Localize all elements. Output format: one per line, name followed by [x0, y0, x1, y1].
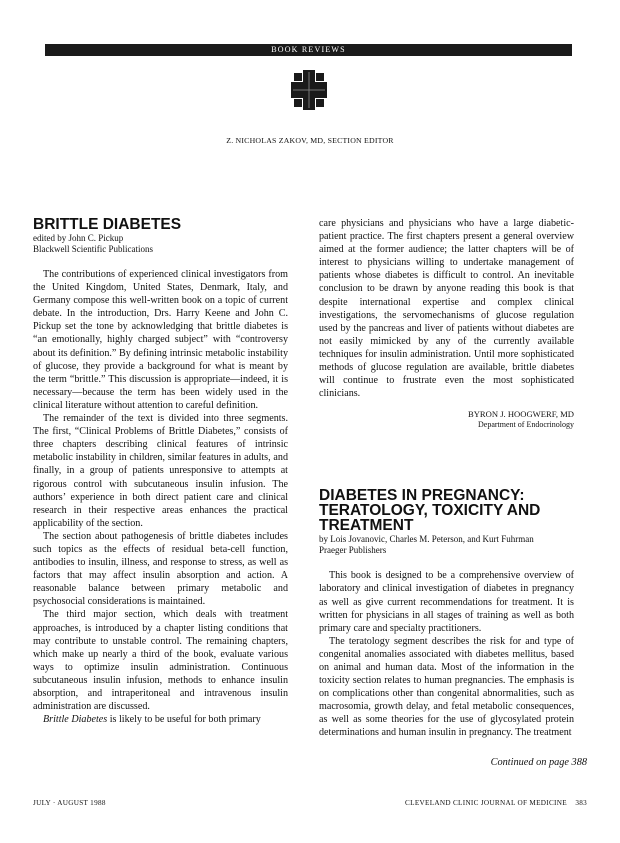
reviewer-signature [319, 409, 574, 430]
review-title [319, 488, 574, 533]
body-paragraph: The teratology segment describes the risk for and type of congenital anomalies associated with diabetes mellitus, based on animal and human data. Most of the information in the toxicity section relates to human pregnancies. The emphasis is on complications other than congenital abnormalities, such as macrosomia, growth delay, and fetal metabolic consequences, as well as some theories for the use of glycosylated protein determinations and human insulin in pregnancy. The treatment [319, 635, 574, 739]
byline-editor: edited by John C. Pickup [33, 233, 124, 243]
body-paragraph: The section about pathogenesis of brittle diabetes includes such topics as the effects of residual beta-cell function, antibodies to insulin, illness, and response to stress, as well as factors that may affect insulin absorption and action. A reasonable balance between primary metabolic and psychosocial considerations is maintained. [33, 530, 288, 608]
title-line: TERATOLOGY, TOXICITY AND [319, 502, 541, 520]
page-number: 383 [575, 799, 587, 807]
body-paragraph: This book is designed to be a comprehensive overview of laboratory and clinical investigation of diabetes in pregnancy as well as give current recommendations for treatment. It is written for physicians in all stages of training as well as both primary care and specialty practitioners. [319, 570, 574, 634]
right-column [319, 217, 574, 740]
body-paragraph [319, 217, 574, 400]
review-body-continued [319, 217, 574, 400]
title-line: DIABETES IN PREGNANCY: [319, 487, 525, 505]
continued-paragraph: care physicians and physicians who have a large diabetic-patient practice. The first chapters present a general overview aimed at the former audience; the latter chapters will be of interest to physicians willing to undertake management of patients whose diabetes is difficult to control. An inevitable conclusion to be drawn by anyone reading this book is that despite international expertise and complex clinical investigations, the servomechanisms of glucose regulation used by the pancreas and liver of patients without diabetes are not easily mimicked by any of the currently available techniques for insulin administration. Until more sophisticated methods of glucose regulation are available, brittle diabetes will continue to frustrate even the most sophisticated clinicians. [319, 218, 574, 400]
body-paragraph: The contributions of experienced clinical investigators from the United Kingdom, United States, Denmark, Italy, and Germany compose this well-written book on a topic of current debate. In the introduction, Drs. Harry Keene and John C. Pickup set the tone by acknowledging that brittle diabetes is “an emotionally, highly charged subject” with “controversy about its definition.” By defining intrinsic metabolic instability of glucose, they provide a background for what is meant by the term “brittle.” This discussion is appropriate—indeed, it is necessary—because the term has been widely used in the clinical literature without attention to careful definition. [33, 269, 288, 411]
review-title: BRITTLE DIABETES [33, 216, 182, 233]
section-logo [291, 70, 327, 110]
review-body [319, 569, 574, 739]
journal-name: CLEVELAND CLINIC JOURNAL OF MEDICINE [405, 799, 567, 807]
review-byline [33, 233, 288, 255]
continued-note: Continued on page 388 [490, 757, 587, 768]
left-column [33, 217, 288, 726]
review-byline [319, 534, 574, 556]
continued-text: is likely to be useful for both primary [107, 714, 261, 726]
byline-publisher: Blackwell Scientific Publications [33, 244, 153, 254]
reviewer-name: BYRON J. HOOGWERF, MD [467, 409, 574, 420]
book-title-italic: Brittle Diabetes [43, 714, 108, 726]
reviewer-department: Department of Endocrinology [478, 419, 574, 429]
body-paragraph: The remainder of the text is divided into three segments. The first, “Clinical Problems of Brittle Diabetes,” consists of three chapters describing clinical features of intrinsic metabolic instability in children, similar features in adults, and finally, in a group of patients unresponsive to attempts at rigorous control with subcutaneous insulin infusion. The authors’ experience in both direct patient care and clinical research in their respective areas enhances the practical applicability of the section. [33, 413, 288, 529]
byline-publisher: Praeger Publishers [319, 545, 387, 556]
body-paragraph: The third major section, which deals with treatment approaches, is introduced by a chapter listing conditions that may contribute to unstable control. The remaining chapters, which make up nearly a third of the book, evaluate various ways to optimize insulin administration. Continuous subcutaneous insulin infusion, methods to enhance insulin absorption, and intraperitoneal and intravenous insulin administration are discussed. [33, 609, 288, 713]
footer-journal [405, 799, 587, 807]
footer-date: JULY · AUGUST 1988 [33, 799, 106, 807]
section-editor: Z. NICHOLAS ZAKOV, MD, SECTION EDITOR [226, 136, 394, 145]
review-body [33, 268, 288, 726]
body-paragraph [33, 713, 288, 726]
title-line: TREATMENT [319, 517, 414, 535]
section-banner: BOOK REVIEWS [45, 44, 572, 56]
byline-authors: by Lois Jovanovic, Charles M. Peterson, and Kurt Fuhrman [319, 534, 534, 545]
